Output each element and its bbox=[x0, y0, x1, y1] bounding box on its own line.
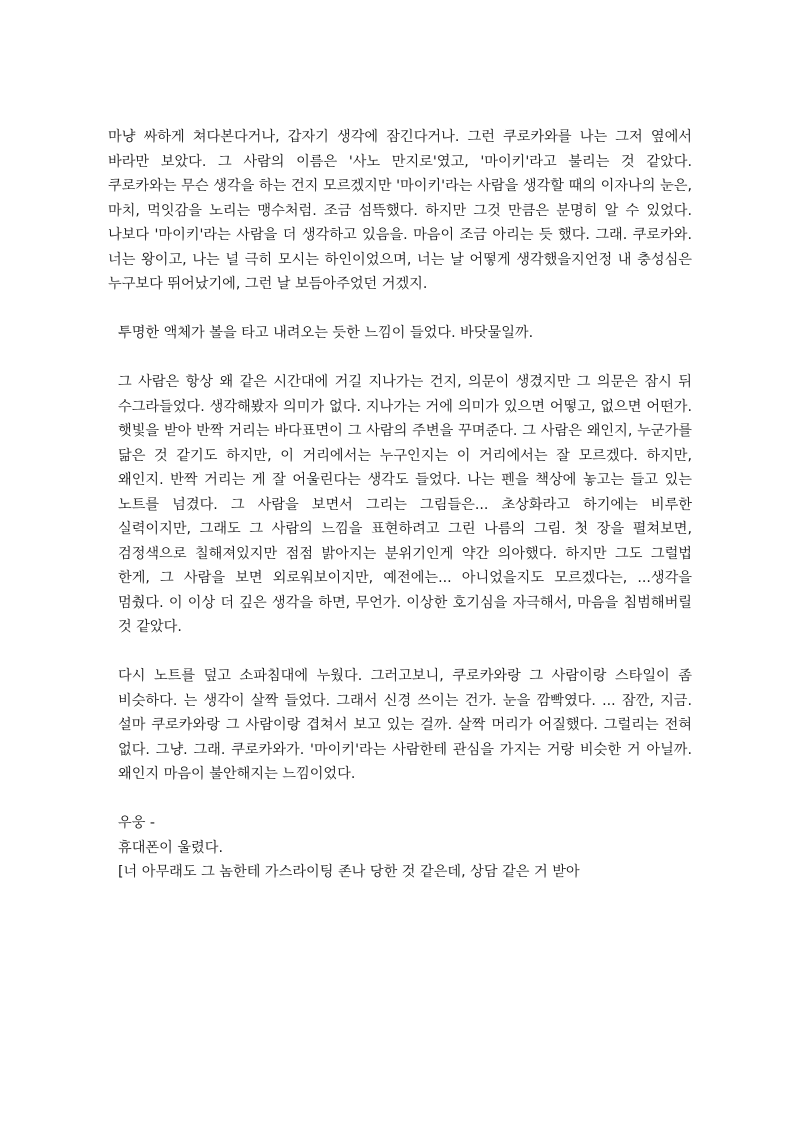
paragraph-gap bbox=[108, 297, 692, 322]
paragraph-1: 마냥 싸하게 쳐다본다거나, 갑자기 생각에 잠긴다거나. 그런 쿠로카와를 나는 그저 옆에서 바라만 보았다. 그 사람의 이름은 '사노 만지로'였고, '마이키'라고 불리는 것 같았다. 쿠로카와는 무슨 생각을 하는 건지 모르겠지만 '마이키'라는 사람을 생각할 때의 이자나의 눈은, 마치, 먹잇감을 노리는 맹수처럼. 조금 섬뜩했다. 하지만 그것 만큼은 분명히 알 수 있었다. 나보다 '마이키'라는 사람을 더 생각하고 있음을. 마음이 조금 아리는 듯 했다. 그래. 쿠로카와. 너는 왕이고, 나는 널 극히 모시는 하인이었으며, 너는 날 어떻게 생각했을지언정 내 충성심은 누구보다 뛰어났기에, 그런 날 보듬아주었던 거겠지. bbox=[108, 129, 692, 292]
paragraph-3: 그 사람은 항상 왜 같은 시간대에 거길 지나가는 건지, 의문이 생겼지만 그 의문은 잠시 뒤 수그라들었다. 생각해봤자 의미가 없다. 지나가는 거에 의미가 있으면 어떻고, 없으면 어떤가. 햇빛을 받아 반짝 거리는 바다표면이 그 사람의 주변을 꾸며준다. 그 사람은 왜인지, 누군가를 닮은 것 같기도 하지만, 이 거리에서는 누구인지는 이 거리에서는 잘 모르겠다. 하지만, 왜인지. 반짝 거리는 게 잘 어울린다는 생각도 들었다. 나는 펜을 책상에 놓고는 들고 있는 노트를 넘겼다. 그 사람을 보면서 그리는 그림들은... 초상화라고 하기에는 비루한 실력이지만, 그래도 그 사람의 느낌을 표현하려고 그린 나름의 그림. 첫 장을 펼쳐보면, 검정색으로 칠해져있지만 점점 밝아지는 분위기인게 약간 의아했다. 하지만 그도 그럴법 한게, 그 사람을 보면 외로워보이지만, 예전에는... 아니었을지도 모르겠다는, ...생각을 멈췄다. 이 이상 더 깊은 생각을 하면, 무언가. 이상한 호기심을 자극해서, 마음을 침범해버릴 것 같았다. bbox=[118, 374, 692, 635]
message-line: [너 아무래도 그 놈한테 가스라이팅 존나 당한 것 같은데, 상담 같은 거 받아 bbox=[118, 864, 580, 880]
paragraph-2: 투명한 액체가 볼을 타고 내려오는 듯한 느낌이 들었다. 바닷물일까. bbox=[118, 325, 534, 341]
paragraph-gap bbox=[108, 346, 692, 371]
sound-effect-line: 우웅 - bbox=[118, 815, 156, 831]
paragraph-gap bbox=[108, 787, 692, 812]
paragraph-4: 다시 노트를 덮고 소파침대에 누웠다. 그러고보니, 쿠로카와랑 그 사람이랑 스타일이 좀 비슷하다. 는 생각이 살짝 들었다. 그래서 신경 쓰이는 건가. 눈을 깜빡였다. ... 잠깐, 지금. 설마 쿠로카와랑 그 사람이랑 겹쳐서 보고 있는 걸까. 살짝 머리가 어질했다. 그럴리는 전혀 없다. 그냥. 그래. 쿠로카와가. '마이키'라는 사람한테 관심을 가지는 거랑 비슷한 거 아닐까. 왜인지 마음이 불안해지는 느낌이었다. bbox=[118, 668, 692, 782]
document-page bbox=[108, 125, 692, 885]
phone-rang-line: 휴대폰이 울렸다. bbox=[118, 839, 223, 856]
paragraph-gap bbox=[108, 640, 692, 665]
